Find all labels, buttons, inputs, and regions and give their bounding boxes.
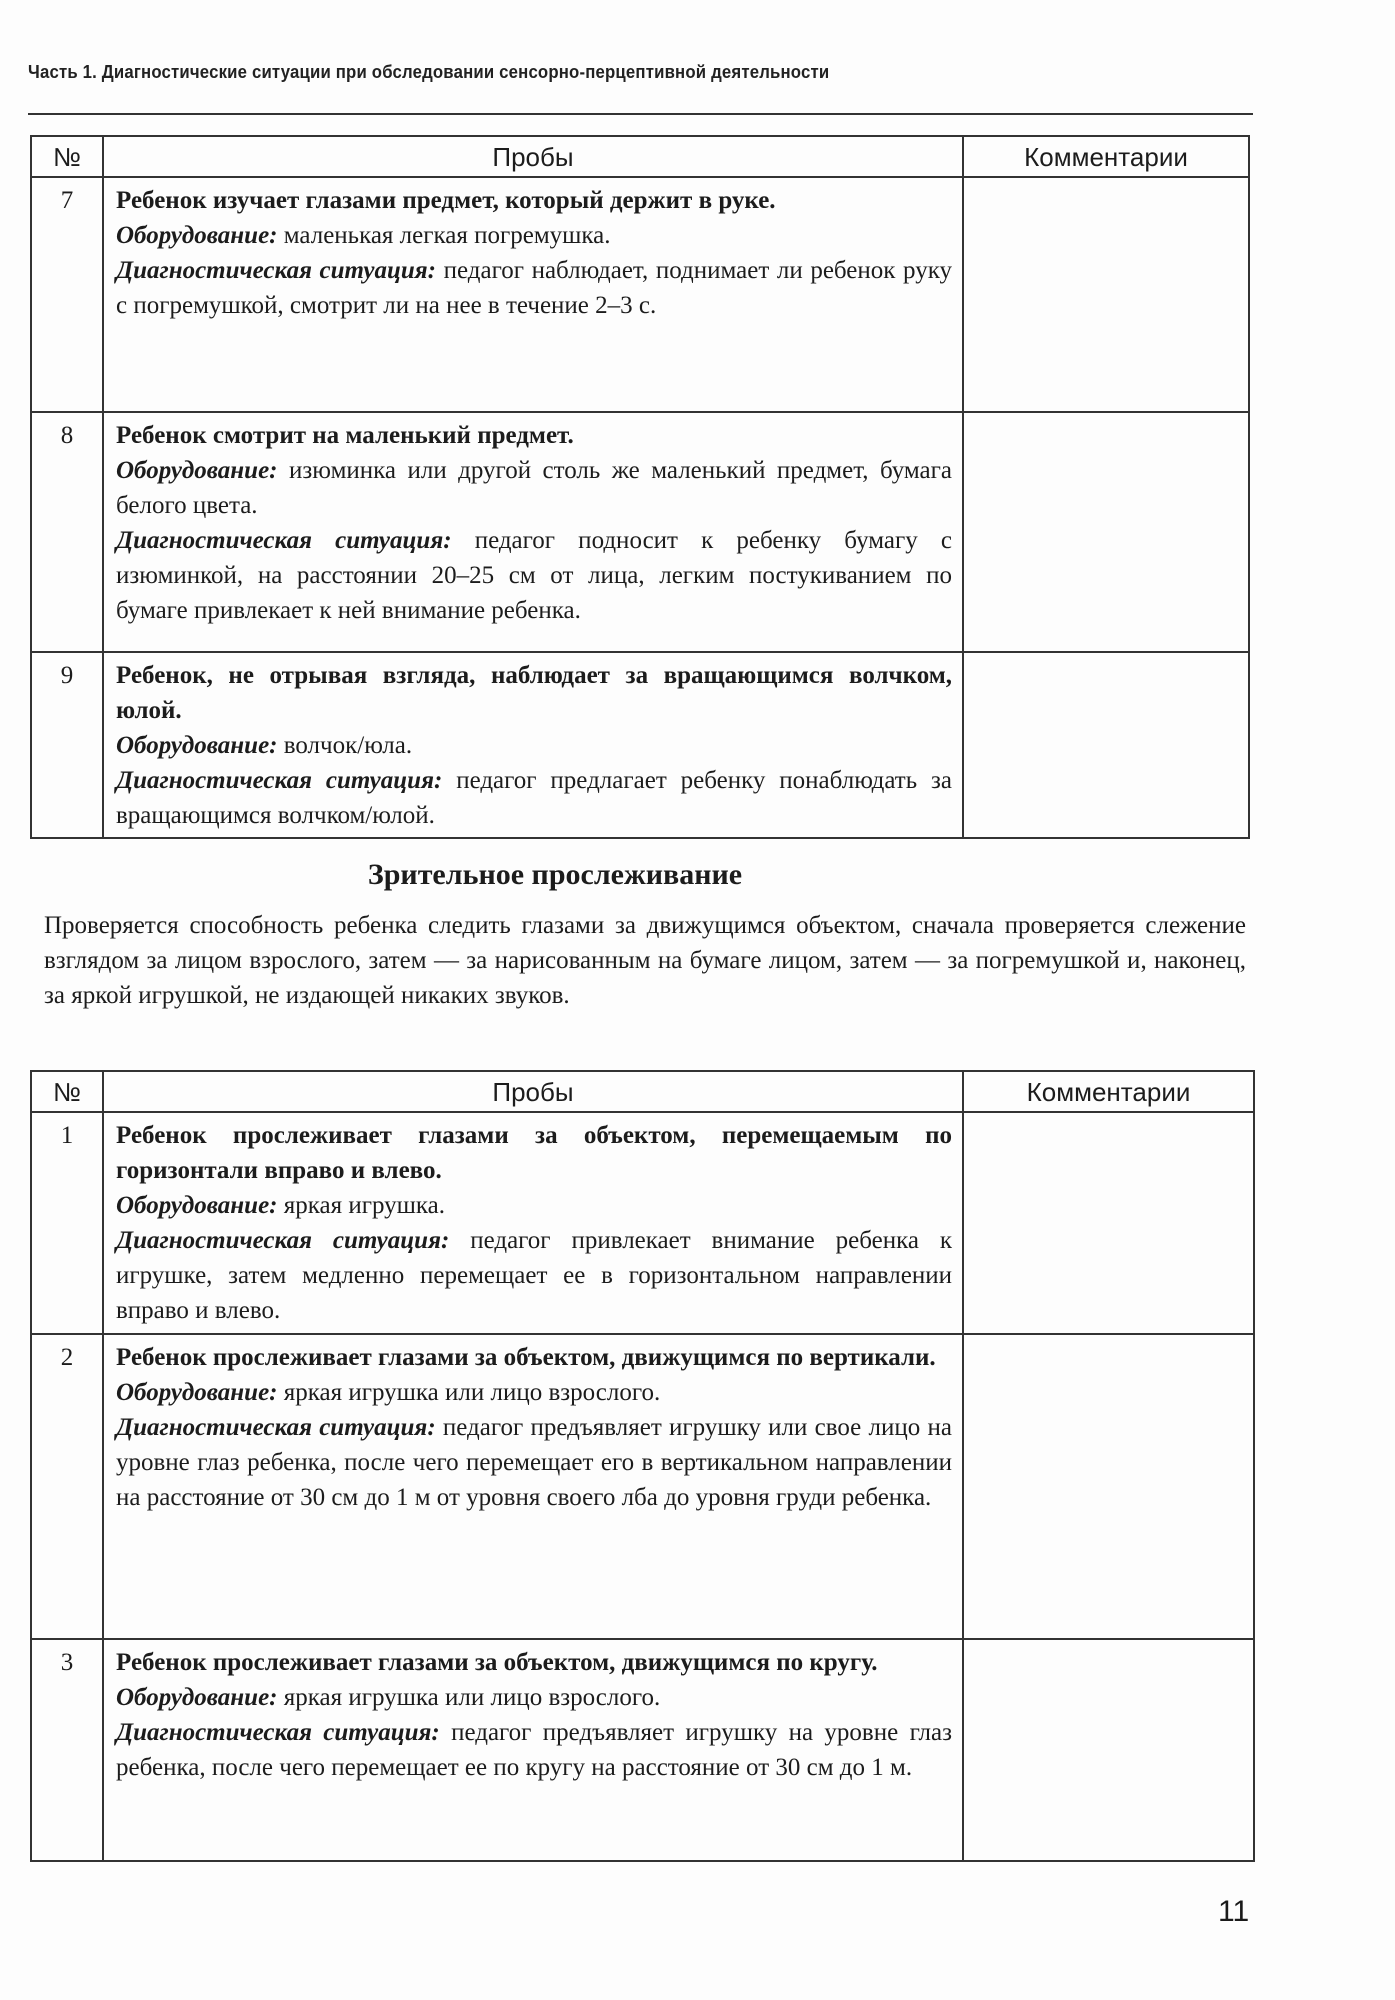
comment-cell[interactable] [963, 1334, 1254, 1639]
header-probes: Пробы [103, 136, 963, 177]
running-head: Часть 1. Диагностические ситуации при обследовании сенсорно-перцептивной деятельности [28, 62, 830, 82]
comment-cell[interactable] [963, 412, 1249, 652]
situation-text: педагог подносит к ребенку бумагу с изюминкой, на расстоянии 20–25 см от лица, легким постукиванием по бумаге привлекает к ней внимание ребенка. [116, 527, 952, 624]
situation-line [116, 523, 952, 628]
probe-title: Ребенок изучает глазами предмет, который держит в руке. [116, 187, 776, 214]
equipment-label: Оборудование: [116, 1379, 278, 1406]
probe-cell [103, 177, 963, 412]
probe-cell [103, 1112, 963, 1334]
header-probes: Пробы [103, 1071, 963, 1112]
equipment-label: Оборудование: [116, 457, 278, 484]
situation-text: педагог предъявляет игрушку или свое лицо на уровне глаз ребенка, после чего перемещает его в вертикальном направлении на расстояние от 30 см до 1 м от уровня своего лба до уровня груди ребенка. [116, 1414, 952, 1511]
table-header-row [31, 1071, 1254, 1112]
probe-cell [103, 412, 963, 652]
probe-title: Ребенок прослеживает глазами за объектом, движущимся по вертикали. [116, 1344, 936, 1371]
equipment-label: Оборудование: [116, 222, 278, 249]
section-title: Зрительное прослеживание [367, 858, 743, 891]
equipment-line [116, 453, 952, 523]
situation-label: Диагностическая ситуация: [116, 1719, 440, 1746]
table-row [31, 1639, 1254, 1861]
situation-line [116, 1410, 952, 1515]
row-number: 3 [31, 1639, 103, 1861]
equipment-text: яркая игрушка или лицо взрослого. [283, 1684, 661, 1711]
table-header-row [31, 136, 1249, 177]
situation-text: педагог предъявляет игрушку на уровне глаз ребенка, после чего перемещает ее по кругу на расстояние от 30 см до 1 м. [116, 1719, 952, 1781]
comment-cell[interactable] [963, 177, 1249, 412]
probe-title: Ребенок прослеживает глазами за объектом, перемещаемым по горизонтали вправо и влево. [116, 1122, 952, 1184]
probe-cell [103, 1639, 963, 1861]
probes-table-1 [30, 135, 1250, 839]
table-row [31, 412, 1249, 652]
equipment-text: яркая игрушка или лицо взрослого. [283, 1379, 661, 1406]
situation-label: Диагностическая ситуация: [116, 767, 443, 794]
equipment-line [116, 1680, 952, 1715]
equipment-label: Оборудование: [116, 1192, 278, 1219]
situation-label: Диагностическая ситуация: [116, 527, 452, 554]
equipment-text: маленькая легкая погремушка. [283, 222, 611, 249]
table-row [31, 177, 1249, 412]
equipment-label: Оборудование: [116, 1684, 278, 1711]
situation-label: Диагностическая ситуация: [116, 1414, 436, 1441]
table-row [31, 1112, 1254, 1334]
header-num: № [31, 136, 103, 177]
situation-line [116, 1715, 952, 1785]
situation-line [116, 253, 952, 323]
probe-cell [103, 652, 963, 838]
header-comments: Комментарии [963, 1071, 1254, 1112]
row-number: 1 [31, 1112, 103, 1334]
table-row [31, 1334, 1254, 1639]
comment-cell[interactable] [963, 1639, 1254, 1861]
probe-title: Ребенок смотрит на маленький предмет. [116, 422, 574, 449]
probe-cell [103, 1334, 963, 1639]
header-num: № [31, 1071, 103, 1112]
situation-line [116, 1223, 952, 1328]
probe-title: Ребенок прослеживает глазами за объектом, движущимся по кругу. [116, 1649, 878, 1676]
equipment-text: изюминка или другой столь же маленький предмет, бумага белого цвета. [116, 457, 952, 519]
equipment-line [116, 218, 952, 253]
equipment-line [116, 1375, 952, 1410]
comment-cell[interactable] [963, 652, 1249, 838]
header-rule [28, 113, 1253, 115]
row-number: 9 [31, 652, 103, 838]
situation-line [116, 763, 952, 833]
situation-text: педагог привлекает внимание ребенка к игрушке, затем медленно перемещает ее в горизонтальном направлении вправо и влево. [116, 1227, 952, 1324]
table-row [31, 652, 1249, 838]
row-number: 7 [31, 177, 103, 412]
section-intro: Проверяется способность ребенка следить глазами за движущимся объектом, сначала проверяется слежение взглядом за лицом взрослого, затем — за нарисованным на бумаге лицом, затем — за погремушкой и, наконец, за яркой игрушкой, не издающей никаких звуков. [44, 912, 1246, 1009]
comment-cell[interactable] [963, 1112, 1254, 1334]
situation-label: Диагностическая ситуация: [116, 1227, 450, 1254]
header-comments: Комментарии [963, 136, 1249, 177]
situation-label: Диагностическая ситуация: [116, 257, 436, 284]
equipment-line [116, 728, 952, 763]
equipment-text: волчок/юла. [283, 732, 413, 759]
situation-text: педагог предлагает ребенку понаблюдать за вращающимся волчком/юлой. [116, 767, 952, 829]
probe-title: Ребенок, не отрывая взгляда, наблюдает за вращающимся волчком, юлой. [116, 662, 952, 724]
page-number: 11 [1218, 1895, 1250, 1928]
row-number: 8 [31, 412, 103, 652]
equipment-label: Оборудование: [116, 732, 278, 759]
situation-text: педагог наблюдает, поднимает ли ребенок руку с погремушкой, смотрит ли на нее в течение 2–3 с. [116, 257, 952, 319]
row-number: 2 [31, 1334, 103, 1639]
equipment-line [116, 1188, 952, 1223]
equipment-text: яркая игрушка. [283, 1192, 446, 1219]
probes-table-2 [30, 1070, 1255, 1862]
